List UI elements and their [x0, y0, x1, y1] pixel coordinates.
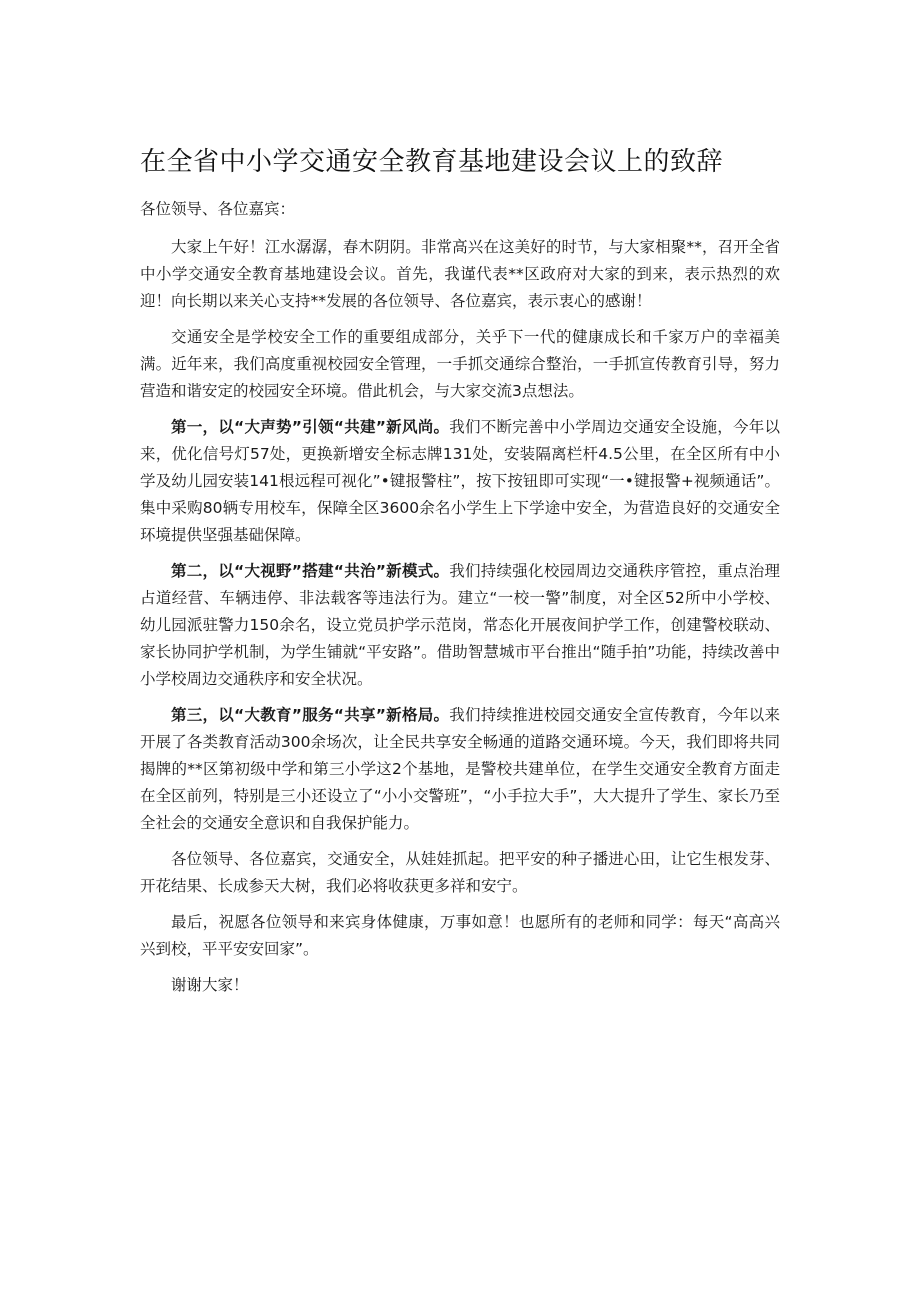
document-body: [140, 196, 780, 1008]
paragraph-text: 谢谢大家！: [171, 976, 249, 994]
paragraph-intro: [140, 324, 780, 405]
paragraph-lead: 第二，以“大视野”搭建“共治”新模式。: [171, 562, 450, 580]
salutation: 各位领导、各位嘉宾：: [140, 200, 296, 218]
document-title: 在全省中小学交通安全教育基地建设会议上的致辞: [140, 147, 724, 177]
paragraph-text: 我们持续强化校园周边交通秩序管控，重点治理占道经营、车辆违停、非法载客等违法行为。建立“一校一警”制度，对全区52所中小学校、幼儿园派驻警力150余名，设立党员护学示范岗，常态化开展夜间护学工作，创建警校联动、家长协同护学机制，为学生铺就“平安路”。借助智慧城市平台推出“随手拍”功能，持续改善中小学校周边交通秩序和安全状况。: [140, 562, 781, 688]
paragraph-wishes: [140, 909, 780, 963]
paragraph-text: 各位领导、各位嘉宾，交通安全，从娃娃抓起。把平安的种子播进心田，让它生根发芽、开花结果、长成参天大树，我们必将收获更多祥和安宁。: [140, 850, 780, 895]
paragraph-point-one: [140, 414, 780, 549]
paragraph-point-three: [140, 702, 780, 837]
paragraph-text: 我们持续推进校园交通安全宣传教育，今年以来开展了各类教育活动300余场次，让全民共享安全畅通的道路交通环境。今天，我们即将共同揭牌的**区第初级中学和第三小学这2个基地，是警校共建单位，在学生交通安全教育方面走在全区前列，特别是三小还设立了“小小交警班”，“小手拉大手”，大大提升了学生、家长乃至全社会的交通安全意识和自我保护能力。: [140, 706, 781, 832]
paragraph-summary: [140, 846, 780, 900]
paragraph-text: 最后，祝愿各位领导和来宾身体健康，万事如意！也愿所有的老师和同学：每天“高高兴兴到校，平平安安回家”。: [140, 913, 780, 958]
paragraph-text: 我们不断完善中小学周边交通安全设施，今年以来，优化信号灯57处，更换新增安全标志牌131处，安装隔离栏杆4.5公里，在全区所有中小学及幼儿园安装141根远程可视化”•键报警柱”，按下按钮即可实现“一•键报警+视频通话”。集中采购80辆专用校车，保障全区3600余名小学生上下学途中安全，为营造良好的交通安全环境提供坚强基础保障。: [140, 418, 781, 544]
paragraph-thanks: [140, 972, 780, 999]
paragraph-point-two: [140, 558, 780, 693]
paragraph-lead: 第一，以“大声势”引领“共建”新风尚。: [171, 418, 450, 436]
paragraph-greeting: [140, 234, 780, 315]
paragraph-text: 交通安全是学校安全工作的重要组成部分，关乎下一代的健康成长和千家万户的幸福美满。近年来，我们高度重视校园安全管理，一手抓交通综合整治，一手抓宣传教育引导，努力营造和谐安定的校园安全环境。借此机会，与大家交流3点想法。: [140, 328, 780, 400]
paragraph-lead: 第三，以“大教育”服务“共享”新格局。: [171, 706, 450, 724]
paragraph-text: 大家上午好！江水潺潺，春木阴阴。非常高兴在这美好的时节，与大家相聚**，召开全省中小学交通安全教育基地建设会议。首先，我谨代表**区政府对大家的到来，表示热烈的欢迎！向长期以来关心支持**发展的各位领导、各位嘉宾，表示衷心的感谢！: [140, 238, 780, 310]
